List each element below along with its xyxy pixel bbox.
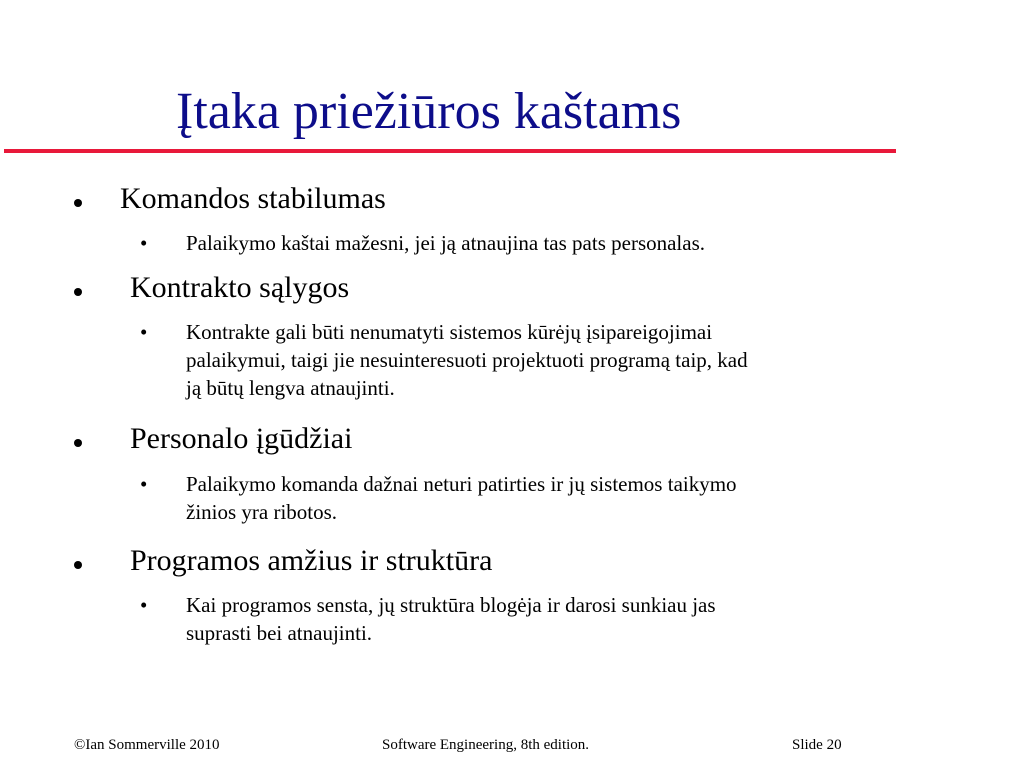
bullet-dot-icon [74,288,82,296]
sub-bullet [140,229,960,257]
bullet-item [74,544,492,578]
bullet-dot-icon [74,199,82,207]
sub-bullet [140,318,960,402]
footer-book-title: Software Engineering, 8th edition. [382,737,590,753]
bullet-dot-icon [74,439,82,447]
sub-bullet-line: žinios yra ribotos. [186,500,338,524]
bullet-heading: Kontrakto sąlygos [130,271,350,304]
sub-bullet-line: Kontrakte gali būti nenumatyti sistemos kūrėjų įsipareigojimai [186,320,713,344]
sub-bullet-marker: • [140,231,148,255]
sub-bullet [140,591,960,647]
sub-bullet-line: ją būtų lengva atnaujinti. [186,376,395,400]
sub-bullet-line: Kai programos sensta, jų struktūra blogėja ir darosi sunkiau jas [186,593,716,617]
sub-bullet-marker: • [140,320,148,344]
bullet-heading: Programos amžius ir struktūra [130,544,493,577]
footer-copyright: ©Ian Sommerville 2010 [74,737,220,753]
bullet-dot-icon [74,561,82,569]
sub-bullet-line: Palaikymo komanda dažnai neturi patirties ir jų sistemos taikymo [186,472,737,496]
slide-title: Įtaka priežiūros kaštams [176,83,682,140]
title-underline [4,149,896,153]
sub-bullet-line: palaikymui, taigi jie nesuinteresuoti projektuoti programą taip, kad [186,348,748,372]
bullet-item [74,422,352,456]
sub-bullet-line: suprasti bei atnaujinti. [186,621,373,645]
sub-bullet-marker: • [140,593,148,617]
sub-bullet-marker: • [140,472,148,496]
sub-bullet [140,470,960,526]
sub-bullet-line: Palaikymo kaštai mažesni, jei ją atnaujina tas pats personalas. [186,231,706,255]
bullet-item [74,271,349,305]
bullet-item [74,182,386,216]
footer-slide-number: Slide 20 [792,737,842,753]
bullet-heading: Komandos stabilumas [120,182,386,215]
bullet-heading: Personalo įgūdžiai [130,422,353,455]
